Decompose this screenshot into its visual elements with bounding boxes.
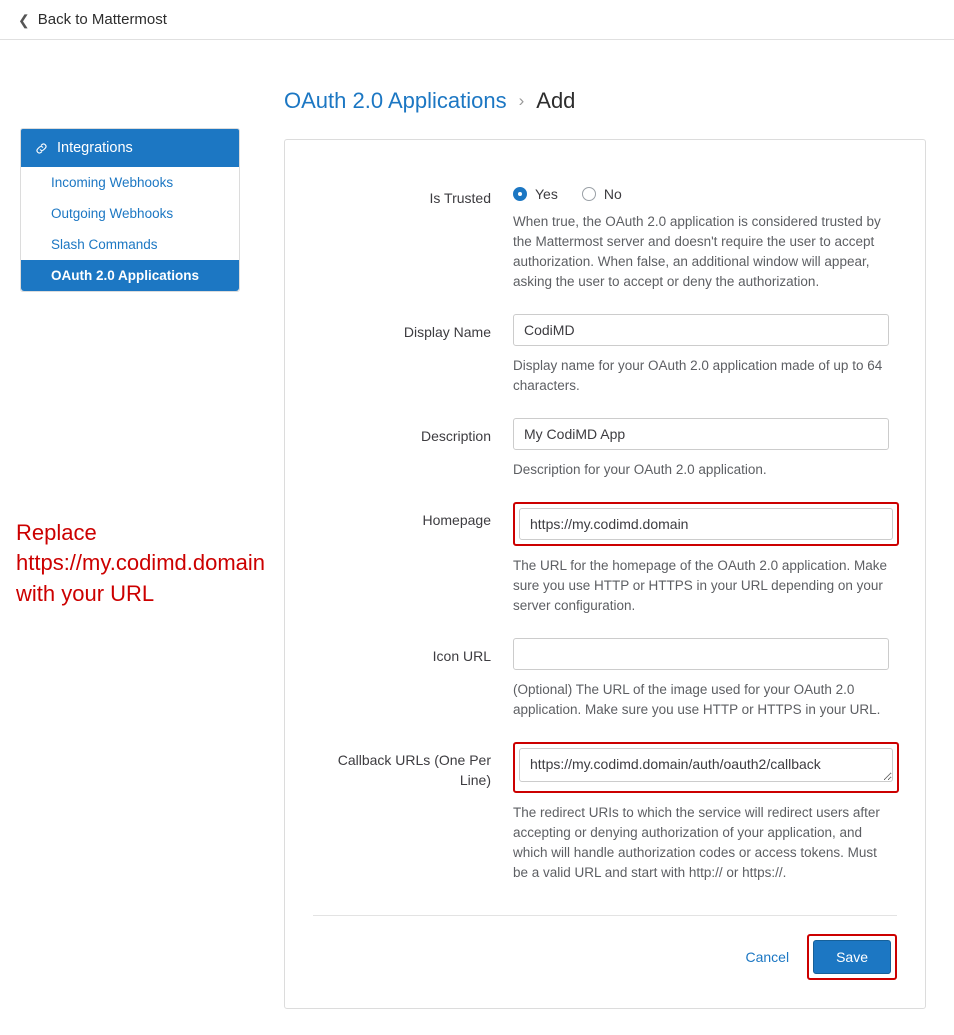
is-trusted-radio-group: [513, 180, 897, 202]
field-is-trusted: [513, 180, 897, 314]
sidebar-item-outgoing-webhooks[interactable]: Outgoing Webhooks: [21, 198, 239, 229]
chevron-right-icon: ›: [518, 91, 525, 110]
label-homepage: Homepage: [422, 511, 491, 528]
label-description: Description: [420, 427, 491, 444]
sidebar-item-oauth-applications[interactable]: OAuth 2.0 Applications: [21, 260, 239, 291]
field-icon-url: [513, 638, 897, 742]
field-description: [513, 418, 897, 502]
save-button[interactable]: Save: [813, 940, 891, 974]
radio-is-trusted-no[interactable]: [582, 187, 596, 201]
homepage-highlight-box: [513, 502, 899, 546]
field-row-callback-urls: [313, 742, 897, 905]
field-display-name: [513, 314, 897, 418]
help-is-trusted: When true, the OAuth 2.0 application is considered trusted by the Mattermost server and doesn't require the user to accept authorization. When false, an additional window will appear, asking the user to accept or deny the authorization.: [513, 214, 881, 289]
homepage-input[interactable]: [519, 508, 893, 540]
radio-is-trusted-yes[interactable]: [513, 187, 527, 201]
back-to-mattermost-label: Back to Mattermost: [37, 11, 167, 28]
radio-label-no[interactable]: No: [603, 186, 622, 202]
callback-urls-highlight-box: [513, 742, 899, 793]
field-row-description: [313, 418, 897, 502]
form-footer: [313, 916, 897, 1008]
sidebar-header-label: Integrations: [57, 140, 133, 156]
description-input[interactable]: [513, 418, 889, 450]
main-content: [240, 88, 926, 1009]
callback-urls-textarea[interactable]: [519, 748, 893, 782]
cancel-button[interactable]: Cancel: [731, 941, 803, 973]
radio-label-yes[interactable]: Yes: [535, 186, 558, 202]
label-callback-urls: Callback URLs (One Per Line): [337, 751, 491, 788]
back-to-mattermost-link[interactable]: [18, 11, 167, 28]
label-is-trusted: Is Trusted: [429, 190, 491, 206]
sidebar-item-slash-commands[interactable]: Slash Commands: [21, 229, 239, 260]
help-callback-urls: The redirect URIs to which the service will redirect users after accepting or denying authorization of your application, and which will handle authorization codes or access tokens. Must be a valid URL and start with http:// or https://.: [513, 804, 880, 880]
icon-url-input[interactable]: [513, 638, 889, 670]
label-display-name: Display Name: [403, 323, 491, 340]
link-icon: [35, 142, 48, 155]
field-row-homepage: [313, 502, 897, 638]
sidebar-item-incoming-webhooks[interactable]: Incoming Webhooks: [21, 167, 239, 198]
help-icon-url: (Optional) The URL of the image used for your OAuth 2.0 application. Make sure you use HTTP or HTTPS in your URL.: [513, 681, 881, 717]
sidebar-header: [21, 129, 239, 167]
help-description: Description for your OAuth 2.0 application.: [513, 461, 767, 477]
field-row-display-name: [313, 314, 897, 418]
annotation-text: Replace https://my.codimd.domain with your URL: [16, 520, 266, 606]
field-callback-urls: [513, 742, 897, 905]
breadcrumb-current: Add: [536, 88, 576, 113]
save-highlight-box: [807, 934, 897, 980]
breadcrumb-parent-link[interactable]: OAuth 2.0 Applications: [284, 88, 507, 113]
top-bar: [0, 0, 954, 40]
help-homepage: The URL for the homepage of the OAuth 2.0 application. Make sure you use HTTP or HTTPS in your URL depending on your server configuration.: [513, 557, 887, 613]
oauth-app-form-card: [284, 139, 926, 1009]
page-body: [0, 40, 954, 1009]
display-name-input[interactable]: [513, 314, 889, 346]
sidebar-box: [20, 128, 240, 292]
field-homepage: [513, 502, 897, 638]
field-row-is-trusted: [313, 180, 897, 314]
chevron-left-icon: ❮: [18, 11, 30, 28]
label-icon-url: Icon URL: [432, 647, 491, 664]
help-display-name: Display name for your OAuth 2.0 application made of up to 64 characters.: [513, 357, 883, 393]
breadcrumb: [284, 88, 926, 114]
field-row-icon-url: [313, 638, 897, 742]
